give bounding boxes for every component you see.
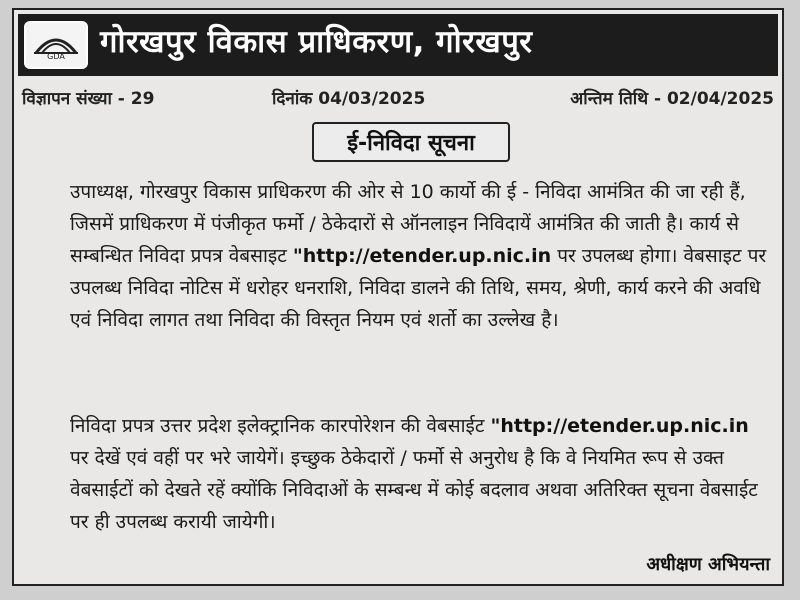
advertisement-number: विज्ञापन संख्या - 29 [22,89,155,109]
last-date: अन्तिम तिथि - 02/04/2025 [570,89,774,109]
logo-text: GDA [47,52,65,61]
paragraph-2 [30,410,772,538]
paragraph-2-text-a: निविदा प्रपत्र उत्तर प्रदेश इलेक्ट्रानिक कारपोरेशन की वेबसाईट [70,415,485,437]
signature: अधीक्षण अभियन्ता [646,554,770,575]
authority-title: गोरखपुर विकास प्राधिकरण, गोरखपुर [100,24,533,60]
header-banner [18,14,778,76]
paragraph-1-text-a: उपाध्यक्ष, गोरखपुर विकास प्राधिकरण की ओर से 10 कार्यो की ई - निविदा आमंत्रित की जा रही हैं, जिसमें प्राधिकरण में पंजीकृत फर्मो / ठेकेदारों से ऑनलाइन निविदायें आमंत्रित की जाती है। कार्य से सम्बन्धित निविदा प्रपत्र वेबसाइट [70,181,746,267]
paragraph-1-text-b: पर उपलब्ध होगा। वेबसाइट पर उपलब्ध निविदा नोटिस में धरोहर धनराशि, निविदा डालने की तिथि, समय, श्रेणी, कार्य करने की अवधि एवं निविदा लागत तथा निविदा की विस्तृत नियम एवं शर्तो का उल्लेख है। [70,245,767,331]
notice-title: ई-निविदा सूचना [312,122,510,162]
paragraph-2-text-b: पर देखें एवं वहीं पर भरे जायेगें। इच्छुक ठेकेदारों / फर्मो से अनुरोध है कि वे नियमित रूप से उक्त वेबसाईटों को देखते रहें क्योंकि निविदाओं के सम्बन्ध में कोई बदलाव अथवा अतिरिक्त सूचना वेबसाईट पर ही उपलब्ध करायी जायेगी। [70,447,758,533]
etender-link-2[interactable]: "http://etender.up.nic.in [490,415,749,437]
info-bar [22,86,774,114]
paragraph-1 [30,176,772,336]
authority-logo [24,21,88,69]
notice-date: दिनांक 04/03/2025 [272,89,426,109]
etender-link-1[interactable]: "http://etender.up.nic.in [292,245,552,267]
tender-notice [12,8,784,586]
